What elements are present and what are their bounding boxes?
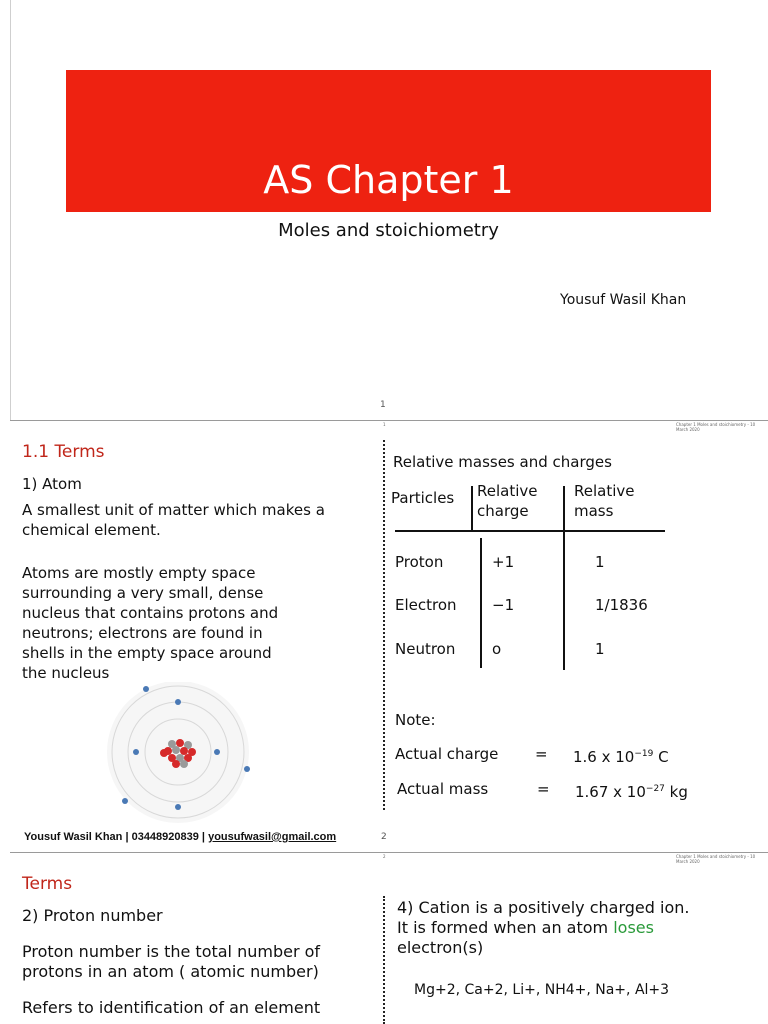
refers-line: Refers to identification of an element [22,998,321,1017]
page-number: 2 [381,832,387,842]
item-title: 2) Proton number [22,906,163,925]
col-header-mass-line: Relative [574,482,635,500]
actual-mass-equals: = [537,780,550,798]
proton-number-definition [22,942,320,982]
footer-contact: Yousuf Wasil Khan | 03448920839 | [24,831,209,843]
cation-line [397,918,757,938]
row-particle: Proton [395,553,444,571]
actual-charge-label: Actual charge [395,745,499,763]
col-header-charge-line: Relative [477,482,538,500]
column-divider [383,440,385,810]
col-header-particles: Particles [391,489,455,507]
value-exponent: −27 [645,784,665,794]
slide-title: AS Chapter 1 [263,158,514,202]
definition-line: Proton number is the total number of [22,942,321,961]
paragraph-line: surrounding a very small, dense [22,584,264,602]
cation-text: It is formed when an atom [397,918,614,937]
col-header-mass [574,481,635,521]
column-divider [383,896,385,1024]
page-divider [10,852,768,853]
row-charge: −1 [492,596,515,614]
cation-line: electron(s) [397,938,484,957]
row-charge: o [492,640,502,658]
paragraph-line: nucleus that contains protons and [22,604,279,622]
cation-line: 4) Cation is a positively charged ion. [397,898,690,917]
section-heading: Terms [22,874,73,894]
atom-paragraph [22,563,352,683]
definition-line: protons in an atom ( atomic number) [22,962,319,981]
page-header-note: Chapter 1 Moles and stoichiometry - 10 March 2020 [676,422,756,432]
value-exponent: −19 [634,749,654,759]
table-title: Relative masses and charges [393,453,612,471]
author-name: Yousuf Wasil Khan [560,292,687,308]
paragraph-line: neutrons; electrons are found in [22,624,263,642]
row-particle: Neutron [395,640,456,658]
table-col-rule [480,538,482,668]
atom-bohr-model-icon [104,682,254,827]
page-header-number: 2 [383,854,386,859]
value-mantissa: 1.67 x 10 [575,783,646,801]
note-label: Note: [395,711,436,729]
cation-examples: Mg+2, Ca+2, Li+, NH4+, Na+, Al+3 [414,982,670,998]
actual-mass-label: Actual mass [397,780,489,798]
table-col-rule [471,486,473,530]
page-header-note: Chapter 1 Moles and stoichiometry - 10 March 2020 [676,854,756,864]
paragraph-line: shells in the empty space around [22,644,272,662]
item-title: 1) Atom [22,475,82,493]
cation-definition [397,898,757,958]
slide-footer [24,831,336,843]
page-divider [10,420,768,421]
row-particle: Electron [395,596,457,614]
col-header-charge-line: charge [477,502,529,520]
slide-subtitle: Moles and stoichiometry [278,220,499,241]
highlight-loses: loses [613,918,654,937]
row-charge: +1 [492,553,515,571]
value-unit: C [653,748,669,766]
footer-email-link[interactable]: yousufwasil@gmail.com [208,831,337,843]
value-mantissa: 1.6 x 10 [573,748,635,766]
actual-mass-value [575,779,688,802]
col-header-mass-line: mass [574,502,614,520]
paragraph-line: Atoms are mostly empty space [22,564,256,582]
table-col-rule [563,486,565,670]
row-mass: 1 [595,640,605,658]
row-mass: 1 [595,553,605,571]
row-mass: 1/1836 [595,596,648,614]
table-header-rule [395,530,665,532]
page-number: 1 [380,400,386,410]
atom-definition: A smallest unit of matter which makes a chemical element. [22,501,325,539]
section-heading: 1.1 Terms [22,442,105,462]
col-header-charge [477,481,538,521]
actual-charge-equals: = [535,745,548,763]
paragraph-line: the nucleus [22,664,110,682]
actual-charge-value [573,744,669,767]
page-header-number: 1 [383,422,386,427]
value-unit: kg [664,783,688,801]
